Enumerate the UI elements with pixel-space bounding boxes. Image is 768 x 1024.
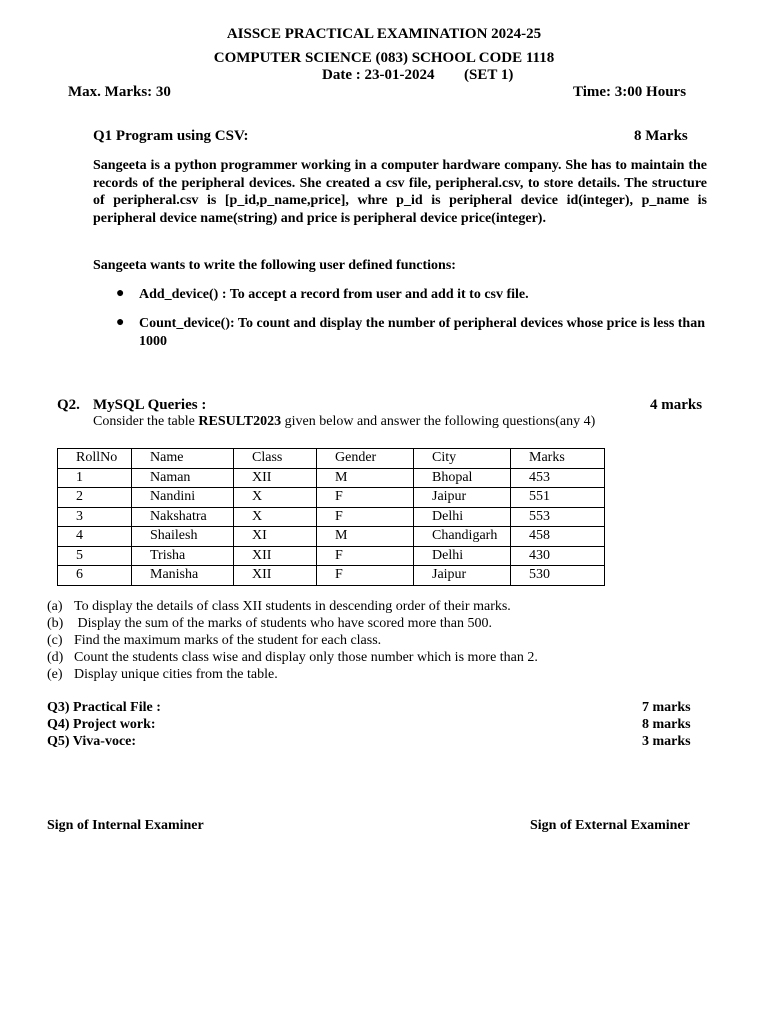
table-cell: 458 [511, 527, 605, 547]
q5-label: Q5) Viva-voce: [47, 734, 137, 749]
exam-time: Time: 3:00 Hours [573, 84, 687, 100]
max-marks: Max. Marks: 30 [68, 84, 171, 100]
table-header-cell: RollNo [58, 449, 132, 469]
question-label: (a) [47, 599, 63, 614]
q2-question-d [47, 650, 538, 666]
table-cell: 2 [58, 488, 132, 508]
table-cell: Nakshatra [132, 507, 234, 527]
q2-intro-after: given below and answer the following questions(any 4) [281, 414, 596, 429]
exam-title: AISSCE PRACTICAL EXAMINATION 2024-25 [226, 26, 542, 42]
q2-title: MySQL Queries : [93, 397, 207, 413]
table-cell: XII [234, 546, 317, 566]
table-cell: 530 [511, 566, 605, 586]
table-row [58, 488, 605, 508]
table-cell: 4 [58, 527, 132, 547]
table-cell: 6 [58, 566, 132, 586]
q1-description: Sangeeta is a python programmer working in a computer hardware company. She has to maintain the records of the peripheral devices. She created a csv file, peripheral.csv, to store details. The structure of peripheral.csv is [p_id,p_name,price], whre p_id is peripheral device id(integer), p_name is peripheral device name(string) and price is peripheral device price(integer). [93, 158, 707, 226]
table-cell: XII [234, 468, 317, 488]
table-header-row [58, 449, 605, 469]
table-cell: 551 [511, 488, 605, 508]
q2-intro [93, 414, 595, 430]
table-row [58, 566, 605, 586]
question-label: (e) [47, 667, 63, 682]
question-text: Display unique cities from the table. [74, 667, 278, 682]
table-cell: Delhi [414, 546, 511, 566]
table-cell: Nandini [132, 488, 234, 508]
exam-date: Date : 23-01-2024 [322, 67, 435, 83]
table-cell: Shailesh [132, 527, 234, 547]
q1-bullet-1: Add_device() : To accept a record from user and add it to csv file. [139, 287, 529, 302]
internal-examiner-signature: Sign of Internal Examiner [47, 818, 204, 833]
table-cell: X [234, 488, 317, 508]
table-cell: M [317, 527, 414, 547]
q2-table-name: RESULT2023 [198, 414, 282, 429]
exam-subject: COMPUTER SCIENCE (083) SCHOOL CODE 1118 [213, 50, 555, 66]
question-text: Display the sum of the marks of students who have scored more than 500. [74, 616, 492, 631]
q1-marks: 8 Marks [634, 128, 688, 144]
external-examiner-signature: Sign of External Examiner [530, 818, 690, 833]
table-header-cell: Gender [317, 449, 414, 469]
table-cell: Naman [132, 468, 234, 488]
exam-set: (SET 1) [464, 67, 514, 83]
table-cell: 3 [58, 507, 132, 527]
q2-question-a [47, 599, 511, 615]
table-cell: Bhopal [414, 468, 511, 488]
q3-label: Q3) Practical File : [47, 700, 161, 715]
table-row [58, 527, 605, 547]
table-header-cell: Class [234, 449, 317, 469]
question-text: To display the details of class XII students in descending order of their marks. [74, 599, 511, 614]
table-cell: Jaipur [414, 488, 511, 508]
q3-marks: 7 marks [642, 700, 691, 715]
table-cell: F [317, 546, 414, 566]
table-cell: F [317, 566, 414, 586]
table-cell: 453 [511, 468, 605, 488]
table-cell: Trisha [132, 546, 234, 566]
q2-question-b [47, 616, 492, 632]
q2-intro-before: Consider the table [93, 414, 199, 429]
table-cell: F [317, 507, 414, 527]
q4-marks: 8 marks [642, 717, 691, 732]
table-cell: 5 [58, 546, 132, 566]
q2-question-c [47, 633, 381, 649]
table-cell: M [317, 468, 414, 488]
table-cell: 553 [511, 507, 605, 527]
table-cell: Jaipur [414, 566, 511, 586]
table-cell: X [234, 507, 317, 527]
q5-marks: 3 marks [642, 734, 691, 749]
question-label: (d) [47, 650, 64, 665]
bullet-icon: ● [116, 315, 125, 330]
result-table [57, 448, 605, 586]
bullet-icon: ● [116, 286, 125, 301]
table-header-cell: Name [132, 449, 234, 469]
q1-title: Q1 Program using CSV: [93, 128, 249, 144]
q2-marks: 4 marks [650, 397, 703, 413]
question-text: Find the maximum marks of the student for each class. [74, 633, 382, 648]
table-cell: XII [234, 566, 317, 586]
table-header-cell: City [414, 449, 511, 469]
question-label: (b) [47, 616, 64, 631]
table-cell: 430 [511, 546, 605, 566]
table-row [58, 546, 605, 566]
q1-bullet-2: Count_device(): To count and display the number of peripheral devices whose price is less than 1000 [139, 316, 705, 349]
table-row [58, 507, 605, 527]
table-row [58, 468, 605, 488]
table-cell: F [317, 488, 414, 508]
q2-question-e [47, 667, 278, 683]
table-cell: Delhi [414, 507, 511, 527]
question-text: Count the students class wise and display only those number which is more than 2. [74, 650, 538, 665]
table-cell: Chandigarh [414, 527, 511, 547]
q2-number: Q2. [57, 397, 80, 413]
table-cell: Manisha [132, 566, 234, 586]
table-cell: 1 [58, 468, 132, 488]
table-cell: XI [234, 527, 317, 547]
q1-intro: Sangeeta wants to write the following user defined functions: [93, 258, 456, 273]
table-header-cell: Marks [511, 449, 605, 469]
question-label: (c) [47, 633, 63, 648]
q4-label: Q4) Project work: [47, 717, 156, 732]
